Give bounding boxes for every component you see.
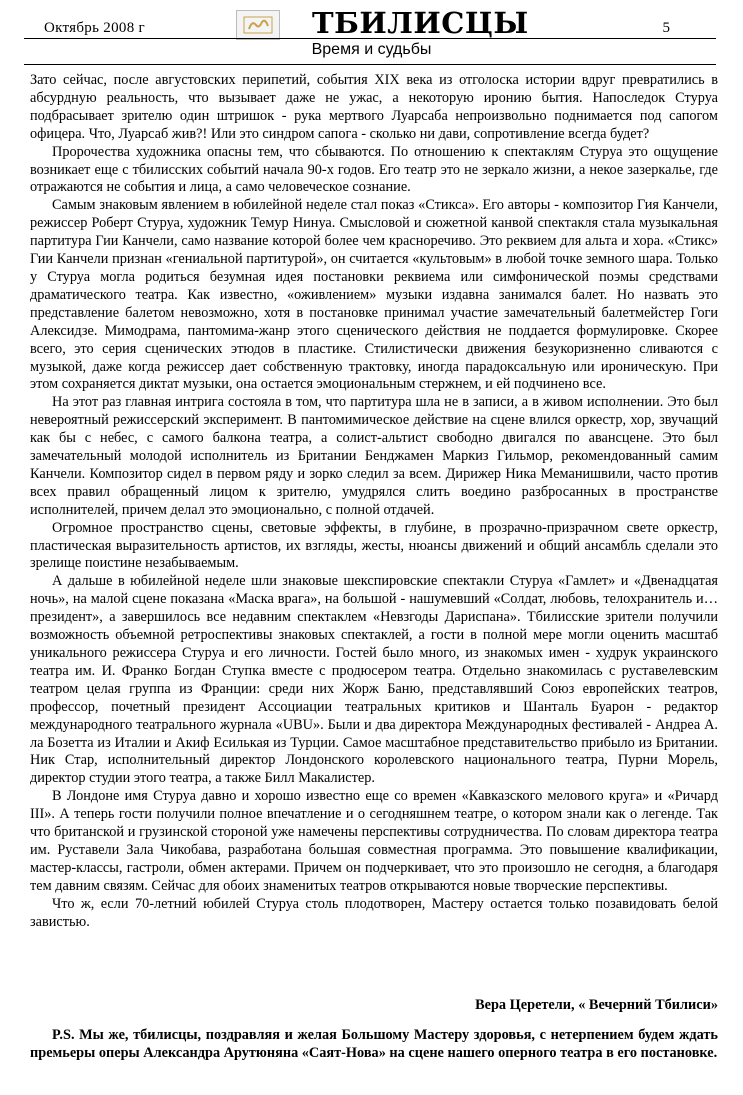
article-body <box>30 72 718 932</box>
rubric-divider <box>24 64 716 65</box>
paragraph: Зато сейчас, после августовских перипетий, события XIX века из отголоска истории вдруг превратились в абсурдную реальность, что вызывает даже не ужас, а некоторую иронию бытия. Напоследок Стуруа подбрасывает зрителю один штришок - рука мертвого Луарсаба непроизвольно поднимается под сапогом офицера. Что, Луарсаб жив?! Или это синдром сапога - сколько ни дави, сопротивление всегда будет? <box>30 72 718 142</box>
section-rubric: Время и судьбы <box>311 41 432 58</box>
header-divider <box>24 38 716 39</box>
newspaper-title: ТБИЛИСЦЫ <box>312 6 529 40</box>
paragraph: На этот раз главная интрига состояла в том, что партитура шла не в записи, а в живом исполнении. Это был невероятный режиссерский эксперимент. В пантомимическое действие на сцене влился оркестр, хор, звучащий как бы с небес, с самого балкона театра, а солист-альтист свободно двигался по авансцене. Это был замечательный молодой исполнитель из Британии Бенджамен Маркиз Гильмор, рекомендованный самим Канчели. Композитор сидел в первом ряду и зорко следил за всем. Дирижер Ника Меманишвили, часто против всех правил обращенный лицом к зрителю, умудрялся слить воедино разбросанных в пространстве исполнителей, причем делал это эмоционально, с полной отдачей. <box>30 394 718 518</box>
issue-date: Октябрь 2008 г <box>44 20 146 36</box>
newspaper-emblem-icon <box>236 10 280 40</box>
page-header <box>26 8 716 42</box>
postscript: P.S. Мы же, тбилисцы, поздравляя и желая Большому Мастеру здоровья, с нетерпением будем ждать премьеры оперы Александра Арутюняна «Саят-Нова» на сцене нашего оперного театра в его постановке. <box>30 1027 718 1061</box>
paragraph: А дальше в юбилейной неделе шли знаковые шекспировские спектакли Стуруа «Гамлет» и «Двенадцатая ночь», на малой сцене показана «Маска врага», на большой - нашумевший «Солдат, любовь, телохранитель и… президент», а завершилось все недавним спектаклем «Невзгоды Дариспана». Тбилисские зрители получили возможность объемной ретроспективы знаковых спектаклей, а гости в полной мере могли оценить масштаб уникального режиссера Стуруа и его личности. Гостей было много, из знакомых имен - худрук украинского театра им. И. Франко Богдан Ступка вместе с продюсером театра. Отдельно знакомилась с руставелевским театром целая группа из Франции: среди них Жорж Баню, представлявший Союз европейских театров, профессор, почетный президент Ассоциации театральных критиков и Шанталь Буарон - редактор международного театрального журнала «UBU». Были и два директора Международных фестивалей - Андреа А. ла Бозетта из Италии и Акиф Есилькая из Турции. Самое масштабное представительство прибыло из Британии. Ник Стар, исполнительный директор Лондонского королевского национального театра, Пурни Морель, директор студии этого театра, а также Билл Макалистер. <box>30 573 718 787</box>
paragraph: В Лондоне имя Стуруа давно и хорошо известно еще со времен «Кавказского мелового круга» и «Ричард III». А теперь гости получили полное впечатление и о сегодняшнем театре, о котором знали как о легенде. Так что британской и грузинской стороной уже намечены перспективы сотрудничества. По словам директора театра им. Руставели Зала Чикобава, разработана большая совместная программа. Это повышение квалификации, мастер-классы, гастроли, обмен актерами. Причем он подчеркивает, что это произошло не сегодня, а благодаря тем давним связям. Сейчас для обоих знаменитых театров открываются новые творческие перспективы. <box>30 788 718 894</box>
paragraph: Самым знаковым явлением в юбилейной неделе стал показ «Стикса». Его авторы - композитор Гия Канчели, режиссер Роберт Стуруа, художник Темур Нинуа. Смысловой и сюжетной канвой спектакля стала музыкальная партитура Гии Канчели, само название которой более чем красноречиво. Это реквием для альта и хора. «Стикс» Гии Канчели признан «гениальной партитурой», он считается «культовым» в любой точке земного шара. Только у Стуруа могла родиться безумная идея постановки реквиема или симфонической поэмы средствами драматического театра. Как известно, «оживлением» музыки издавна занимался балет. Но назвать это представление балетом невозможно, хотя в постановке принимал участие замечательный балетмейстер Гоги Алексидзе. Мимодрама, пантомима-жанр этого сценического действия не поддается формулировке. Скорее всего, это серия сценических этюдов в пластике. Стилистически движения безукоризненно сливаются с музыкой, даже когда режиссер дает собственную трактовку, иногда парадоксальную или ироническую. При этом сохраняется диктат музыки, она остается эмоциональным стержнем, и ей подчинено все. <box>30 197 718 393</box>
page-number: 5 <box>662 20 670 36</box>
paragraph: Огромное пространство сцены, световые эффекты, в глубине, в прозрачно-призрачном свете оркестр, пластическая выразительность артистов, их взгляды, жесты, нюансы движений и общий ансамбль сделали это зрелище поистине незабываемым. <box>30 519 718 572</box>
paragraph: Что ж, если 70-летний юбилей Стуруа столь плодотворен, Мастеру остается только позавидовать белой завистью. <box>30 895 718 930</box>
author-signature: Вера Церетели, « Вечерний Тбилиси» <box>475 997 718 1013</box>
paragraph: Пророчества художника опасны тем, что сбываются. По отношению к спектаклям Стуруа это ощущение возникает еще с тбилисских событий начала 90-х годов. Его театр это не зеркало жизни, а некое зазеркалье, где отражаются не события и лица, а само человеческое сознание. <box>30 143 718 196</box>
